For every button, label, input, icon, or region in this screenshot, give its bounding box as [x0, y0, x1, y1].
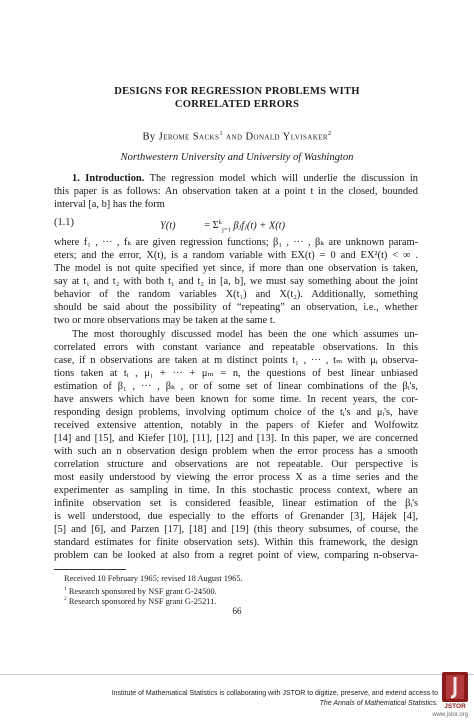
equation-lhs: Y(t)	[160, 220, 176, 232]
page-number: 66	[232, 606, 242, 616]
body-line: interval [a, b] has the form	[54, 199, 165, 210]
equation-number: (1.1)	[54, 217, 74, 228]
jstor-notice-line-2[interactable]: The Annals of Mathematical Statistics.	[319, 700, 438, 707]
paper-title-line-1: DESIGNS FOR REGRESSION PROBLEMS WITH	[114, 86, 360, 97]
footnote-1-mark: 1	[64, 586, 67, 592]
affiliation: Northwestern University and University of Washington	[120, 152, 354, 163]
body-line: infinite observation set is considered feasible, linear estimation of the βᵢ's	[54, 498, 418, 509]
body-line: received extensive attention, notably in the papers of Kiefer and Wolfowitz	[54, 420, 418, 431]
body-line: correlated errors with constant variance and repeatable observations. In this	[54, 342, 418, 353]
body-line: have answers which have been known for some time. In recent years, the cor-	[54, 394, 418, 405]
author-2: Donald Ylvisaker	[245, 131, 328, 143]
body-line: problem can be looked at also from a regret point of view, comparing n-observa-	[54, 550, 418, 561]
body-line: tions taken at tᵢ , μ₁ + ··· + μₘ = n, the questions of best linear unbiased	[54, 368, 418, 379]
body-line: The most thoroughly discussed model has been the one which assumes un-	[72, 329, 418, 340]
jstor-url[interactable]: www.jstor.org	[432, 712, 468, 718]
section-heading: 1. Introduction.	[72, 173, 145, 184]
jstor-logo[interactable]	[440, 671, 470, 709]
equation-sum-upper: k	[218, 219, 222, 226]
by-label: By	[142, 131, 156, 143]
body-line: standard estimates for finite observation sets). Within this framework, the design	[54, 537, 418, 548]
jstor-logo-text: JSTOR	[444, 703, 466, 709]
body-line: is well understood, due especially to the efforts of Grenander [3], Hájek [4],	[54, 511, 418, 522]
author-line	[0, 130, 474, 143]
equation	[160, 216, 285, 237]
author-2-note: 2	[327, 130, 332, 137]
body-line: experimenter as sampling in time. In this stochastic process context, where an	[54, 485, 418, 496]
received-note: Received 10 February 1965; revised 18 August 1965.	[64, 574, 243, 583]
body-line: behavior of the random variables X(t₁) and X(t₂). Additionally, something	[54, 289, 418, 300]
body-line: correlation structure and observations are not repeatable. Our perspective is	[54, 459, 418, 470]
body-line: this paper is as follows: An observation taken at a point t in the closed, bounded	[54, 186, 418, 197]
equation-terms: βⱼfⱼ(t) + X(t)	[233, 220, 286, 232]
body-line: [5] and [6], and Parzen [17], [18] and [19] (this theory subsumes, of course, the	[54, 524, 418, 535]
footnote-2	[64, 594, 216, 607]
equation-sum-lower: j=1	[221, 226, 231, 234]
author-1: Jerome Sacks	[158, 131, 220, 143]
body-line: with such an n observation design problem when the error process has a smooth	[54, 446, 418, 457]
and-label: and	[226, 131, 243, 143]
body-line: say at t₁ and t₂ with both t₁ and t₂ in [a, b], we must say something about the joint	[54, 276, 418, 287]
body-line: estimation of β₁ , ··· , βₖ , or of some set of linear combinations of the βᵢ's,	[54, 381, 418, 392]
body-line: [14] and [15], and Kiefer [10], [11], [12] and [13]. In this paper, we are concerned	[54, 433, 418, 444]
body-line: The model is not quite specified yet since, if more than one observation is taken,	[54, 263, 418, 274]
body-line: where f₁ , ··· , fₖ are given regression functions; β₁ , ··· , βₖ are unknown param-	[54, 237, 418, 248]
footnote-2-text: Research sponsored by NSF grant G-25211.	[68, 596, 217, 606]
section-first-line-text: The regression model which will underlie the discussion in	[149, 173, 418, 184]
body-line: should be said about the possibility of “repeating” an observation, i.e., whether	[54, 302, 418, 313]
author-1-note: 1	[219, 130, 223, 137]
body-line: most easily understood by viewing the error process X as a time series and the	[54, 472, 418, 483]
body-line: eters; and the error, X(t), is a random variable with EX(t) = 0 and EX²(t) < ∞ .	[54, 250, 418, 261]
paper-title-line-2: CORRELATED ERRORS	[174, 99, 300, 110]
body-line: two or more observations may be taken at the same t.	[54, 315, 276, 326]
body-line: responding design problems, involving optimum choice of the tᵢ's and μᵢ's, have	[54, 407, 418, 418]
jstor-notice-line-1: Institute of Mathematical Statistics is collaborating with JSTOR to digitize, preserve, and extend access to	[111, 690, 438, 697]
section-first-line	[72, 172, 418, 185]
footnote-rule	[54, 569, 126, 570]
footnote-2-mark: 2	[64, 596, 67, 602]
equation-sum: = Σ	[204, 220, 219, 232]
footnote-1-text: Research sponsored by NSF grant G-24500.	[68, 586, 217, 596]
body-line: case, if n observations are taken at m distinct points t₁ , ··· , tₘ with μᵢ observa-	[54, 355, 418, 366]
